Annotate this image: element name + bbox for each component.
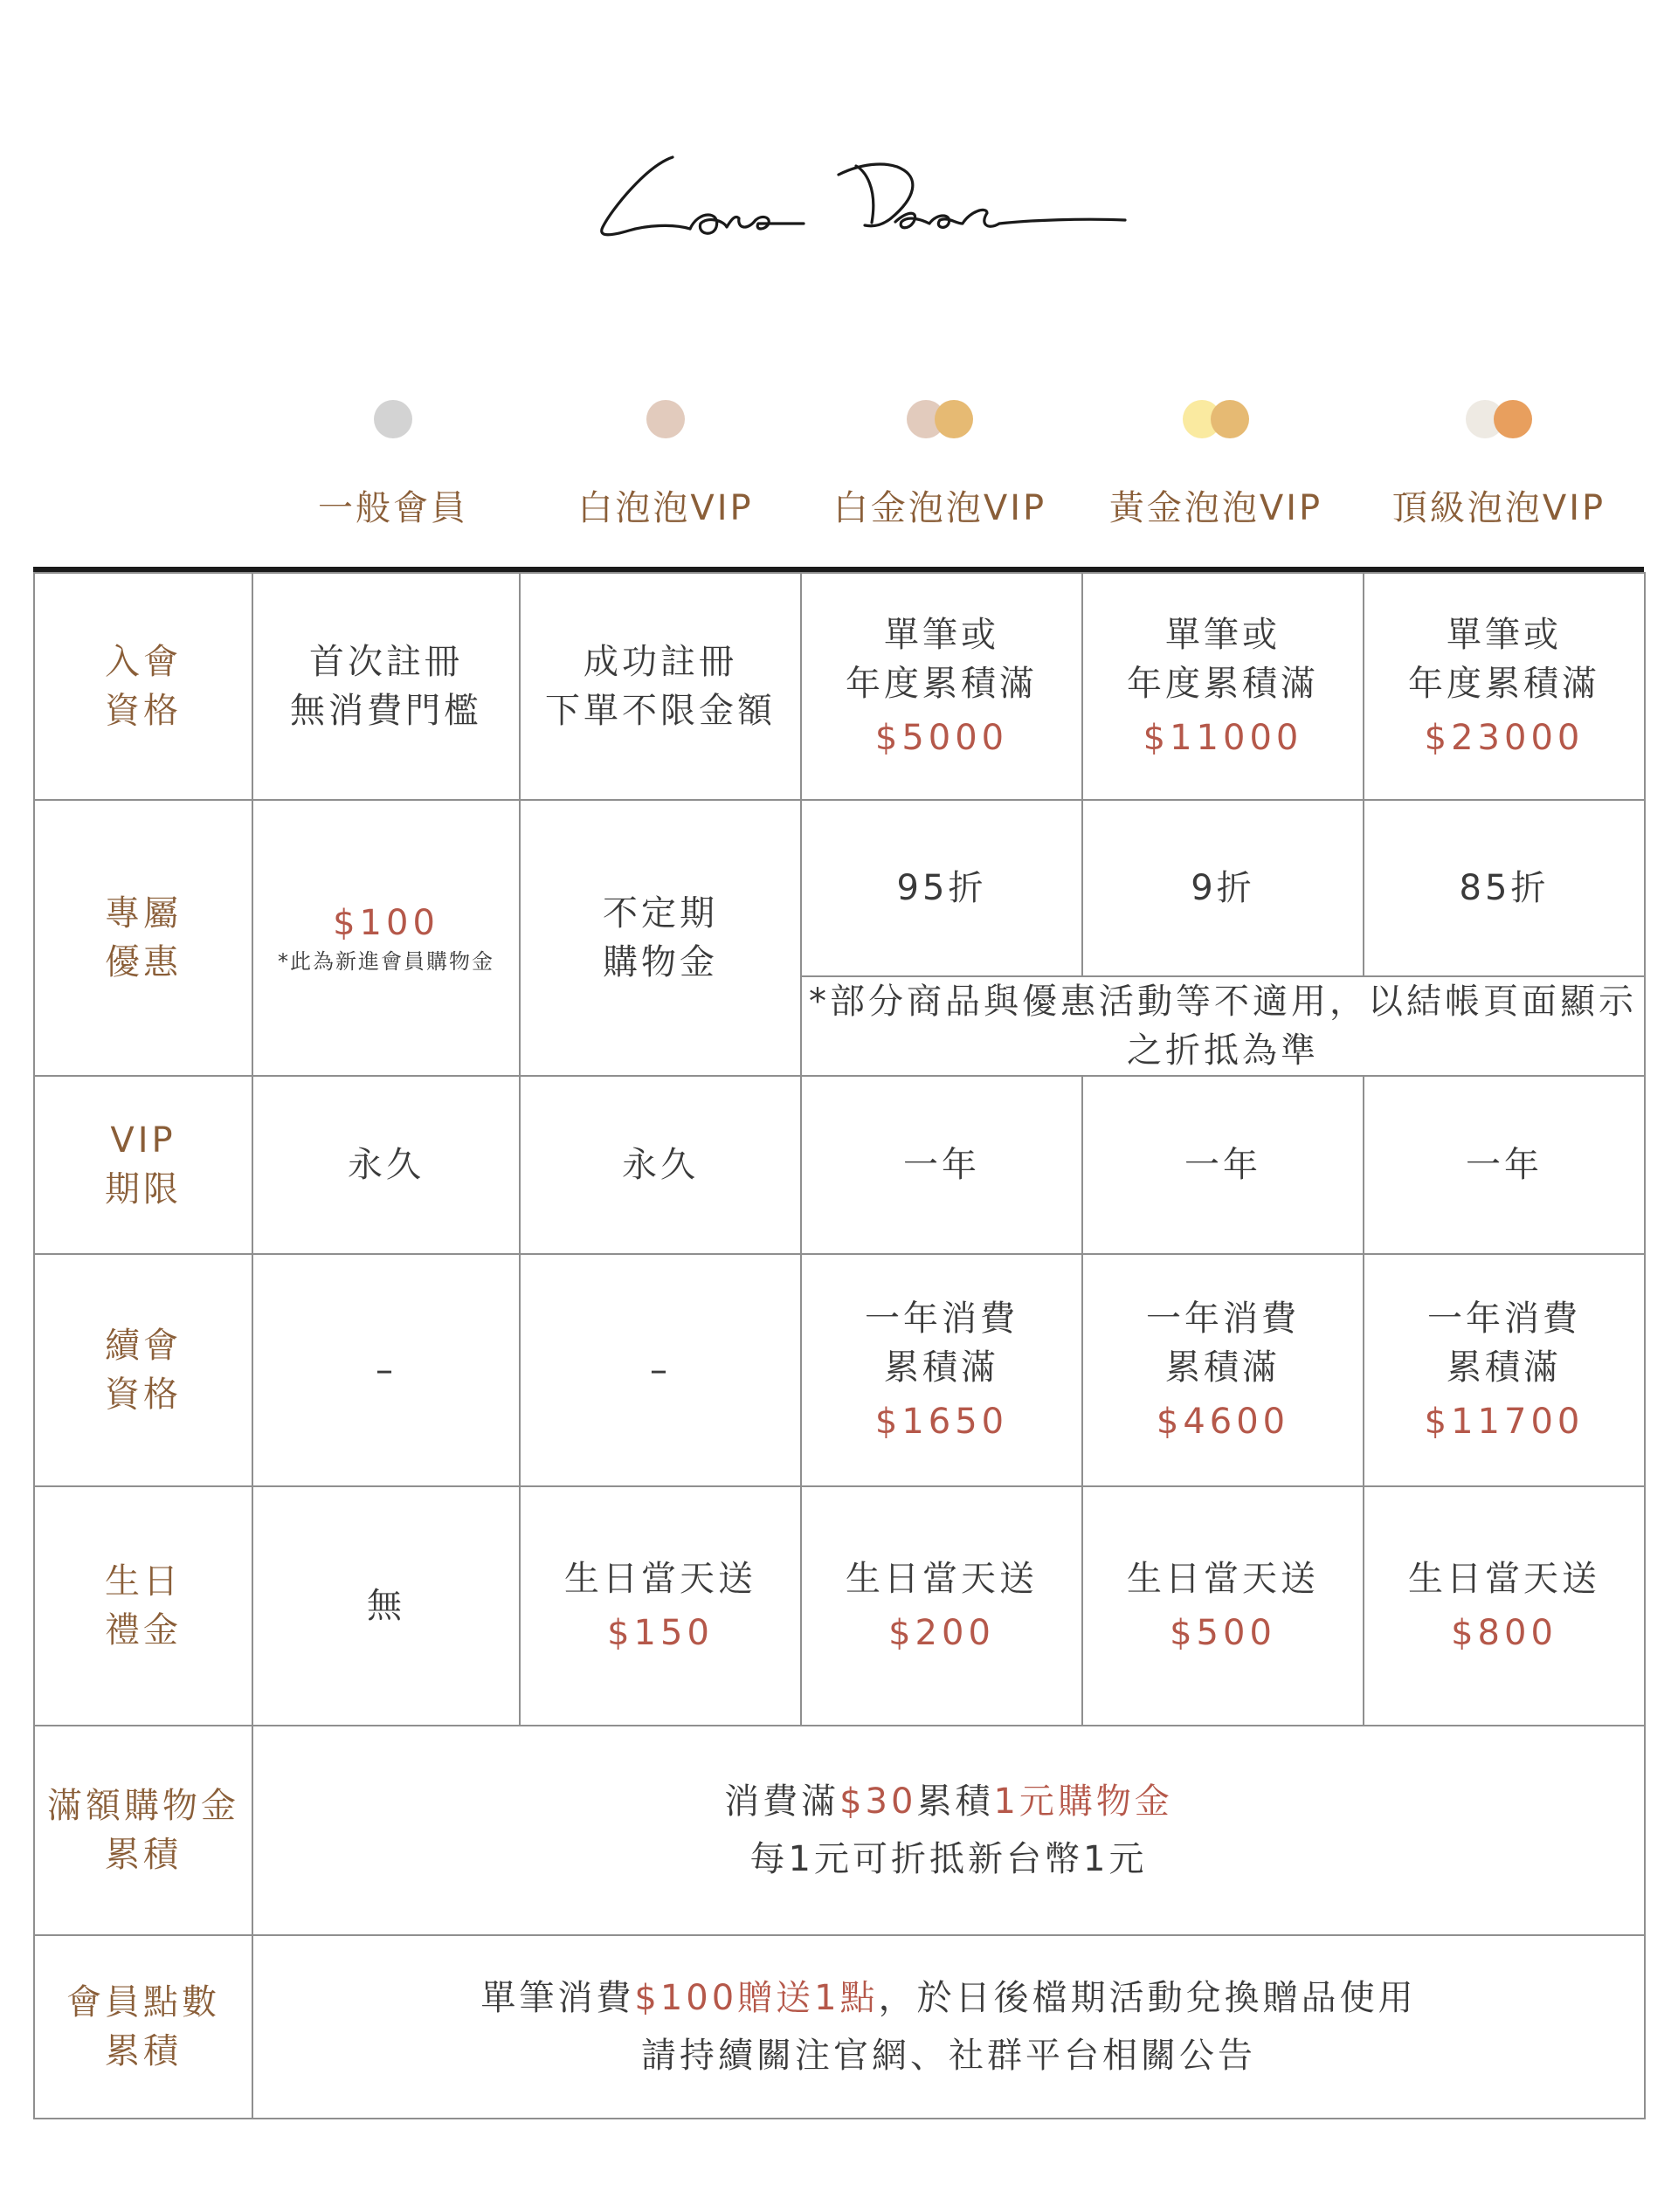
cell: 無	[252, 1486, 520, 1726]
tier-name: 頂級泡泡VIP	[1391, 488, 1606, 528]
tier-general	[253, 393, 533, 530]
row-eligibility	[34, 573, 1645, 800]
tier-white	[526, 393, 805, 530]
membership-table	[33, 572, 1646, 2119]
cell: 永久	[252, 1076, 520, 1254]
cell: 生日當天送 $800	[1364, 1486, 1645, 1726]
tier-name: 白泡泡VIP	[577, 488, 754, 528]
cell: 一年	[1082, 1076, 1364, 1254]
tier-name: 黃金泡泡VIP	[1108, 488, 1323, 528]
brand-logo	[577, 140, 1136, 271]
cell: 首次註冊 無消費門檻	[252, 573, 520, 800]
cell: 成功註冊 下單不限金額	[520, 573, 801, 800]
tier-gold	[1076, 393, 1356, 530]
cell: 單筆或 年度累積滿 $5000	[801, 573, 1082, 800]
tier-name: 白金泡泡VIP	[832, 488, 1047, 528]
cell: 9折	[1082, 800, 1364, 976]
cell: 單筆或 年度累積滿 $23000	[1364, 573, 1645, 800]
cell: 永久	[520, 1076, 801, 1254]
row-points	[34, 1935, 1645, 2119]
cell: 生日當天送 $150	[520, 1486, 801, 1726]
row-label: 入會 資格	[34, 573, 252, 800]
cell: 生日當天送 $200	[801, 1486, 1082, 1726]
row-label: 會員點數 累積	[34, 1935, 252, 2119]
tier-dot-icon	[1211, 400, 1249, 438]
cell: 95折	[801, 800, 1082, 976]
row-offers	[34, 800, 1645, 976]
cell: –	[520, 1254, 801, 1486]
cell: 不定期 購物金	[520, 800, 801, 1076]
cell: 一年消費 累積滿 $11700	[1364, 1254, 1645, 1486]
tier-header	[253, 393, 1633, 541]
credit-info: 消費滿$30累積1元購物金 每1元可折抵新台幣1元	[252, 1726, 1645, 1935]
offer-note: *部分商品與優惠活動等不適用，以結帳頁面顯示之折抵為準	[801, 976, 1645, 1076]
tier-dot-icon	[374, 400, 412, 438]
points-info: 單筆消費$100贈送1點，於日後檔期活動兌換贈品使用 請持續關注官網、社群平台相關公告	[252, 1935, 1645, 2119]
row-label: 生日 禮金	[34, 1486, 252, 1726]
tier-top	[1359, 393, 1639, 530]
cell: 85折	[1364, 800, 1645, 976]
row-label: 續會 資格	[34, 1254, 252, 1486]
cell: 一年消費 累積滿 $4600	[1082, 1254, 1364, 1486]
cell: 一年消費 累積滿 $1650	[801, 1254, 1082, 1486]
tier-platinum	[800, 393, 1080, 530]
tier-dot-icon	[1494, 400, 1532, 438]
row-label: 滿額購物金 累積	[34, 1726, 252, 1935]
cell: –	[252, 1254, 520, 1486]
tier-dot-icon	[646, 400, 685, 438]
cell: 生日當天送 $500	[1082, 1486, 1364, 1726]
cell: 一年	[1364, 1076, 1645, 1254]
cell: 一年	[801, 1076, 1082, 1254]
row-period	[34, 1076, 1645, 1254]
tier-dot-icon	[935, 400, 973, 438]
cell: $100 *此為新進會員購物金	[252, 800, 520, 1076]
row-renewal	[34, 1254, 1645, 1486]
cell: 單筆或 年度累積滿 $11000	[1082, 573, 1364, 800]
tier-name: 一般會員	[318, 488, 468, 528]
row-label: 專屬 優惠	[34, 800, 252, 1076]
row-birthday	[34, 1486, 1645, 1726]
row-label: VIP 期限	[34, 1076, 252, 1254]
row-credit	[34, 1726, 1645, 1935]
